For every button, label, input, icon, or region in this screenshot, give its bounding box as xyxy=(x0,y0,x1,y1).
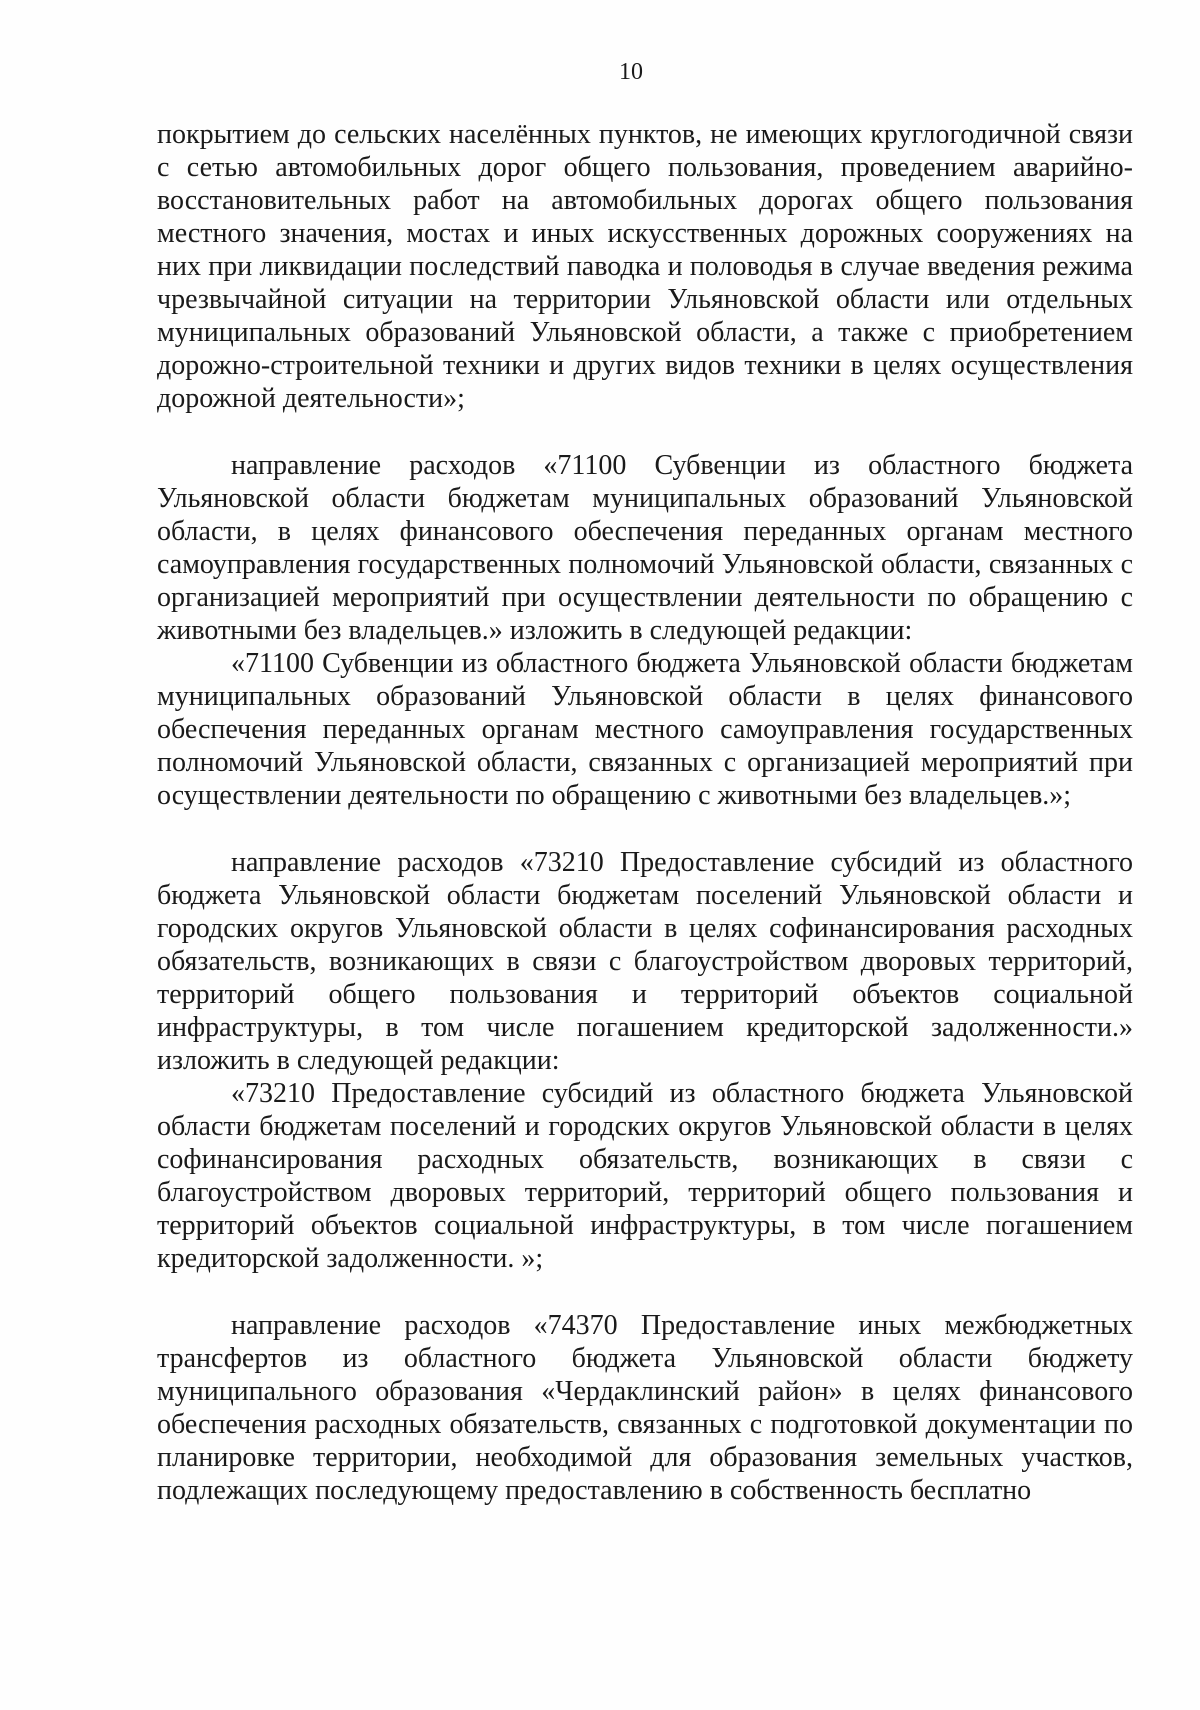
page-number: 10 xyxy=(619,59,643,85)
paragraph-expense-71100-new-wording: «71100 Субвенции из областного бюджета Ульяновской области бюджетам муниципальных образований Ульяновской области в целях финансового обеспечения переданных органам местного самоуправления государственных полномочий Ульяновской области, связанных с организацией мероприятий при осуществлении деятельности по обращению с животными без владельцев.»; xyxy=(157,648,1133,811)
paragraph-expense-73210-new-wording: «73210 Предоставление субсидий из областного бюджета Ульяновской области бюджетам поселений и городских округов Ульяновской области в целях софинансирования расходных обязательств, возникающих в связи с благоустройством дворовых территорий, территорий общего пользования и территорий объектов социальной инфраструктуры, в том числе погашением кредиторской задолженности. »; xyxy=(157,1078,1133,1274)
document-body xyxy=(157,118,1133,1507)
paragraph-expense-73210: направление расходов «73210 Предоставление субсидий из областного бюджета Ульяновской области бюджетам поселений Ульяновской области и городских округов Ульяновской области в целях софинансирования расходных обязательств, возникающих в связи с благоустройством дворовых территорий, территорий общего пользования и территорий объектов социальной инфраструктуры, в том числе погашением кредиторской задолженности.» изложить в следующей редакции: xyxy=(157,847,1133,1076)
paragraph-expense-71100: направление расходов «71100 Субвенции из областного бюджета Ульяновской области бюджетам муниципальных образований Ульяновской области, в целях финансового обеспечения переданных органам местного самоуправления государственных полномочий Ульяновской области, связанных с организацией мероприятий при осуществлении деятельности по обращению с животными без владельцев.» изложить в следующей редакции: xyxy=(157,450,1133,646)
paragraph-continuation: покрытием до сельских населённых пунктов, не имеющих круглогодичной связи с сетью автомобильных дорог общего пользования, проведением аварийно-восстановительных работ на автомобильных дорогах общего пользования местного значения, мостах и иных искусственных дорожных сооружениях на них при ликвидации последствий паводка и половодья в случае введения режима чрезвычайной ситуации на территории Ульяновской области или отдельных муниципальных образований Ульяновской области, а также с приобретением дорожно-строительной техники и других видов техники в целях осуществления дорожной деятельности»; xyxy=(157,119,1133,414)
paragraph-expense-74370: направление расходов «74370 Предоставление иных межбюджетных трансфертов из областного бюджета Ульяновской области бюджету муниципального образования «Чердаклинский район» в целях финансового обеспечения расходных обязательств, связанных с подготовкой документации по планировке территории, необходимой для образования земельных участков, подлежащих последующему предоставлению в собственность бесплатно xyxy=(157,1310,1133,1506)
